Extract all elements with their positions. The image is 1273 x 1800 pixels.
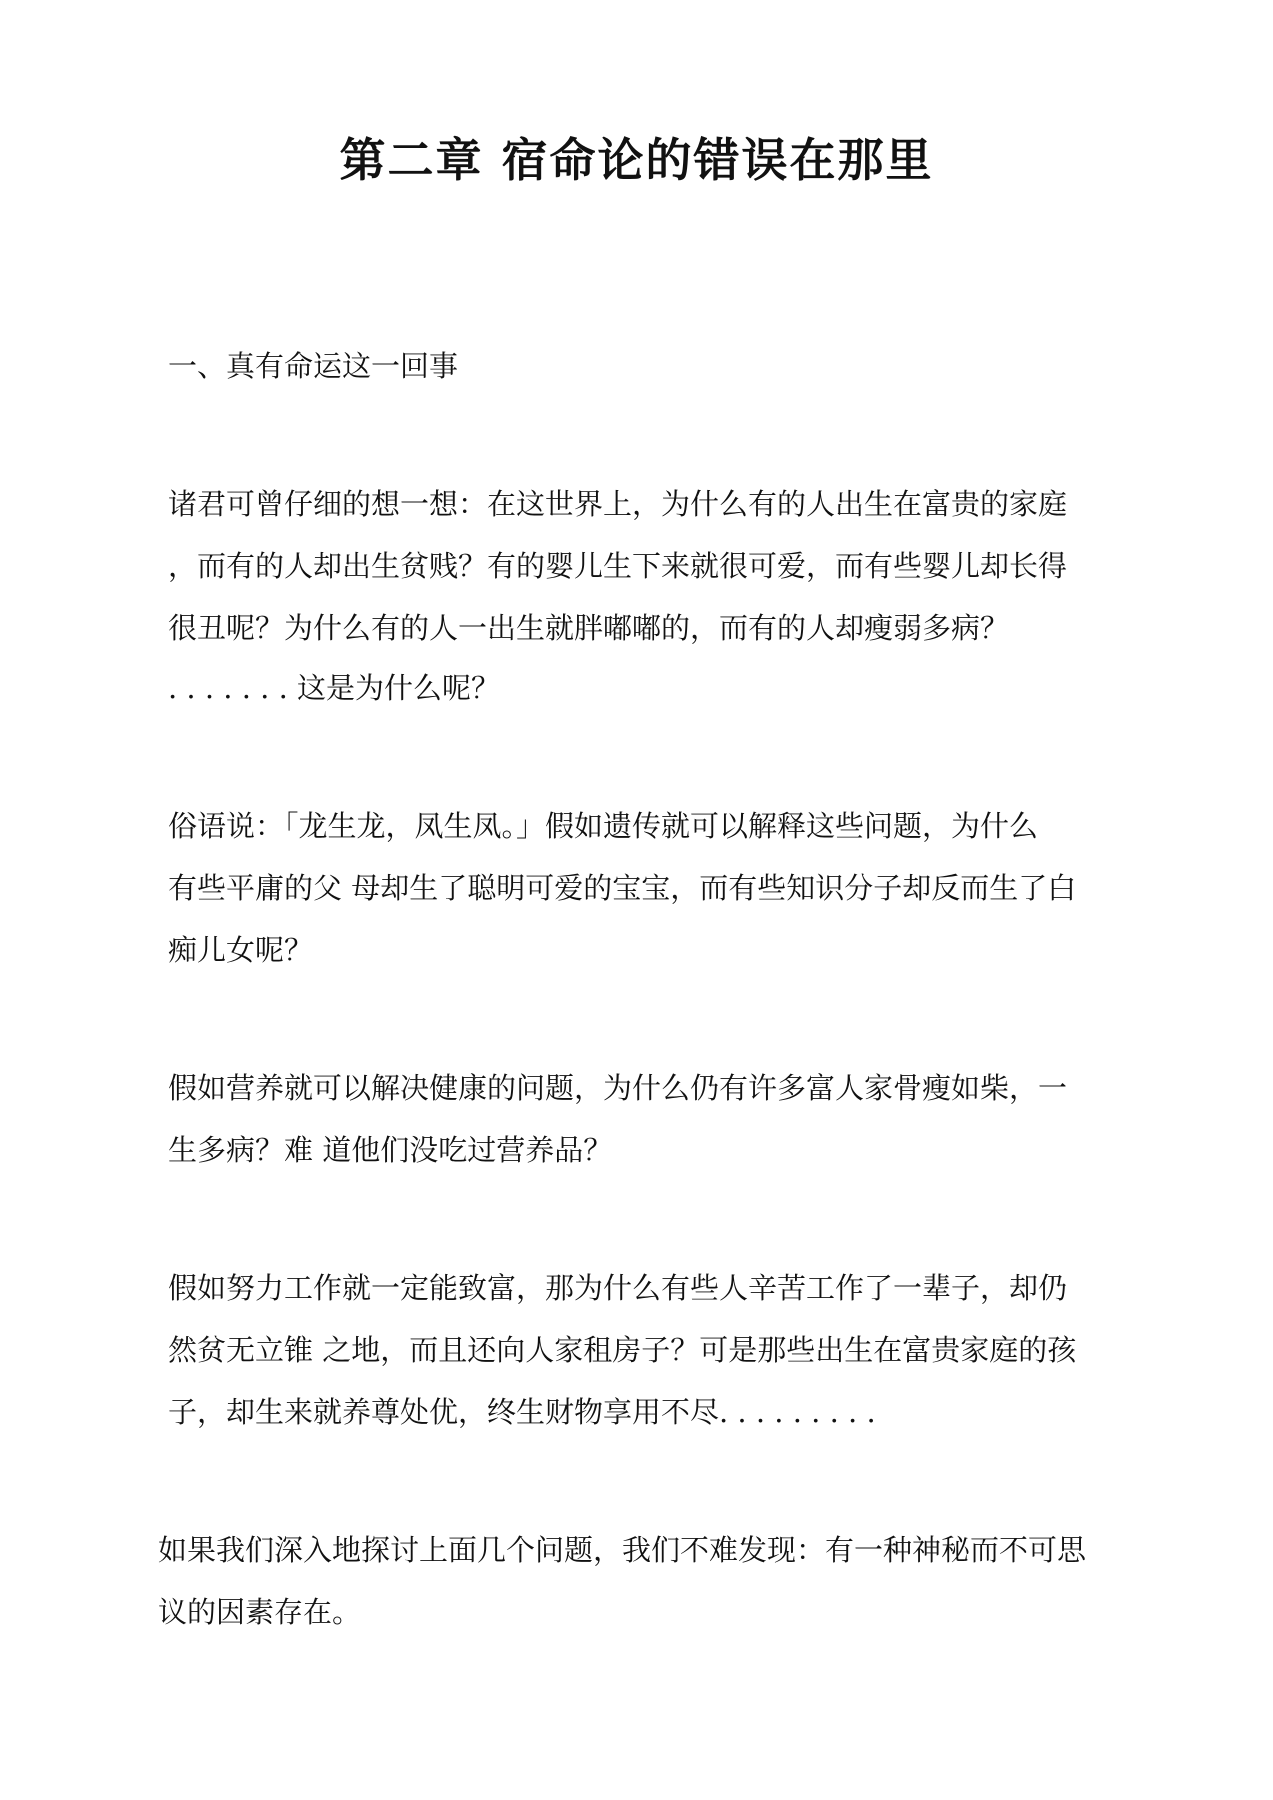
paragraph-2-line-1: 俗语说：「龙生龙，凤生凤。」假如遗传就可以解释这些问题，为什么 — [168, 809, 1039, 843]
paragraph-2-line-2: 有些平庸的父 母却生了聪明可爱的宝宝，而有些知识分子却反而生了白 — [168, 871, 1077, 905]
paragraph-3-line-2: 生多病？难 道他们没吃过营养品？ — [168, 1133, 613, 1167]
paragraph-1-line-3: 很丑呢？为什么有的人一出生就胖嘟嘟的，而有的人却瘦弱多病？ — [168, 611, 1010, 645]
paragraph-4-line-2: 然贫无立锥 之地，而且还向人家租房子？可是那些出生在富贵家庭的孩 — [168, 1333, 1077, 1367]
paragraph-4-line-3: 子，却生来就养尊处优，终生财物享用不尽. . . . . . . . . — [168, 1395, 876, 1429]
section-heading: 一、真有命运这一回事 — [168, 349, 459, 383]
paragraph-3-line-1: 假如营养就可以解决健康的问题，为什么仍有许多富人家骨瘦如柴，一 — [168, 1071, 1068, 1105]
paragraph-4-line-1: 假如努力工作就一定能致富，那为什么有些人辛苦工作了一辈子，却仍 — [168, 1271, 1068, 1305]
paragraph-5-line-1: 如果我们深入地探讨上面几个问题，我们不难发现：有一种神秘而不可思 — [158, 1533, 1087, 1567]
paragraph-1-line-2: ，而有的人却出生贫贱？有的婴儿生下来就很可爱，而有些婴儿却长得 — [168, 549, 1068, 583]
paragraph-5-line-2: 议的因素存在。 — [158, 1595, 362, 1629]
paragraph-1-line-1: 诸君可曾仔细的想一想：在这世界上，为什么有的人出生在富贵的家庭 — [168, 487, 1068, 521]
paragraph-1-line-4: . . . . . . . 这是为什么呢？ — [168, 671, 501, 705]
chapter-title: 第二章 宿命论的错误在那里 — [339, 133, 934, 187]
paragraph-2-line-3: 痴儿女呢？ — [168, 933, 314, 967]
